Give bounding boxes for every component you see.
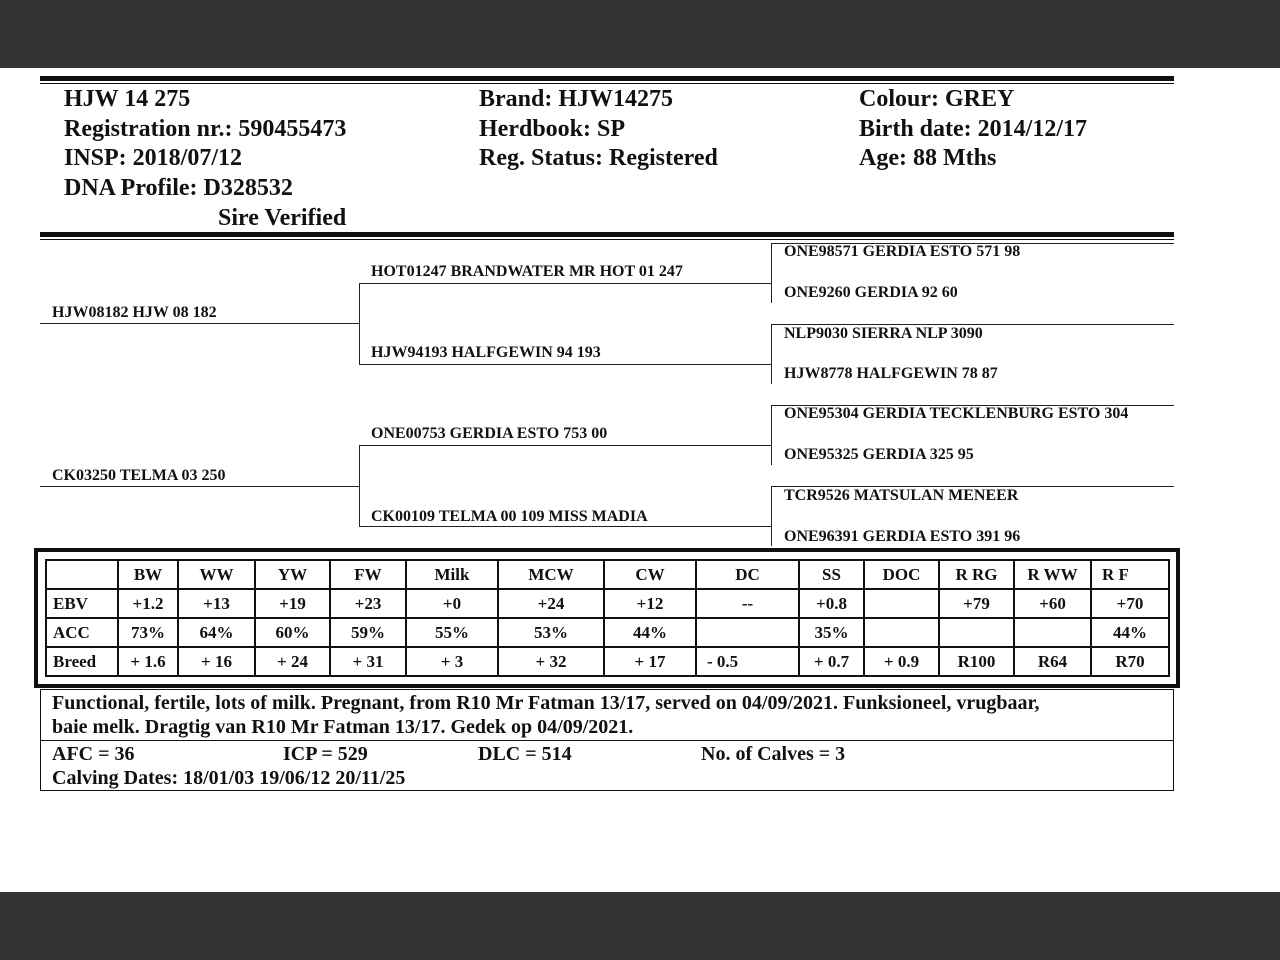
ebv-cell: +13 — [178, 589, 255, 618]
ebv-cell: +23 — [330, 589, 406, 618]
ebv-cell: +70 — [1091, 589, 1169, 618]
pedigree-great-grandparent: NLP9030 SIERRA NLP 3090 — [784, 325, 983, 342]
ebv-cell: + 24 — [255, 647, 330, 676]
pedigree-great-grandparent: TCR9526 MATSULAN MENEER — [784, 487, 1019, 504]
bottom-letterbox-bar — [0, 892, 1280, 960]
ebv-cell: + 16 — [178, 647, 255, 676]
pedigree-connector-1 — [771, 243, 772, 303]
ebv-cell: + 32 — [498, 647, 604, 676]
registration-number: Registration nr.: 590455473 — [64, 116, 347, 142]
pedigree-line-sire — [40, 323, 360, 324]
ebv-cell — [939, 618, 1014, 647]
header-top-rule — [40, 76, 1174, 81]
ebv-header-cell: R F — [1091, 560, 1169, 589]
pedigree-connector-3 — [771, 405, 772, 465]
notes-separator — [40, 740, 1174, 741]
ebv-cell: R64 — [1014, 647, 1091, 676]
ebv-cell: +79 — [939, 589, 1014, 618]
ebv-cell — [864, 589, 939, 618]
ebv-cell: - 0.5 — [696, 647, 799, 676]
registration-status: Reg. Status: Registered — [479, 145, 718, 171]
pedigree-connector-dam — [359, 445, 360, 527]
pedigree-dam-sire: ONE00753 GERDIA ESTO 753 00 — [371, 425, 608, 442]
ebv-cell — [696, 618, 799, 647]
icp-value: ICP = 529 — [283, 743, 368, 765]
ebv-cell — [864, 618, 939, 647]
ebv-cell: + 31 — [330, 647, 406, 676]
pedigree-great-grandparent: ONE9260 GERDIA 92 60 — [784, 284, 958, 301]
ebv-header-cell: Milk — [406, 560, 498, 589]
header-bottom-rule-thin — [40, 239, 1174, 240]
ebv-cell: R70 — [1091, 647, 1169, 676]
header-bottom-rule — [40, 232, 1174, 237]
ebv-cell: +1.2 — [118, 589, 178, 618]
ebv-header-cell: YW — [255, 560, 330, 589]
pedigree-sire-dam: HJW94193 HALFGEWIN 94 193 — [371, 344, 601, 361]
notes-line-2: baie melk. Dragtig van R10 Mr Fatman 13/17. Gedek op 04/09/2021. — [52, 716, 634, 738]
pedigree-line-dam-sire — [359, 445, 772, 446]
ebv-header-cell: BW — [118, 560, 178, 589]
ebv-header-cell: SS — [799, 560, 864, 589]
ebv-row-label: Breed — [46, 647, 118, 676]
ebv-cell: 59% — [330, 618, 406, 647]
ebv-cell: +60 — [1014, 589, 1091, 618]
ebv-cell: 44% — [1091, 618, 1169, 647]
ebv-header-cell: DOC — [864, 560, 939, 589]
age: Age: 88 Mths — [859, 145, 997, 171]
pedigree-great-grandparent: ONE95304 GERDIA TECKLENBURG ESTO 304 — [784, 405, 1129, 422]
pedigree-dam: CK03250 TELMA 03 250 — [52, 467, 226, 484]
breed-row — [46, 647, 1169, 676]
afc-value: AFC = 36 — [52, 743, 135, 765]
top-letterbox-bar — [0, 0, 1280, 68]
herdbook: Herdbook: SP — [479, 116, 626, 142]
ebv-cell: 55% — [406, 618, 498, 647]
ebv-cell: + 0.7 — [799, 647, 864, 676]
pedigree-sire: HJW08182 HJW 08 182 — [52, 304, 217, 321]
pedigree-connector-4 — [771, 486, 772, 546]
ebv-row — [46, 589, 1169, 618]
calving-dates: Calving Dates: 18/01/03 19/06/12 20/11/25 — [52, 767, 406, 789]
ebv-header-cell — [46, 560, 118, 589]
number-of-calves: No. of Calves = 3 — [701, 743, 846, 765]
ebv-cell: +12 — [604, 589, 696, 618]
ebv-cell — [1014, 618, 1091, 647]
ebv-cell: 35% — [799, 618, 864, 647]
ebv-header-cell: WW — [178, 560, 255, 589]
notes-line-1: Functional, fertile, lots of milk. Pregnant, from R10 Mr Fatman 13/17, served on 04/09/2021. Funksioneel, vrugbaar, — [52, 692, 1040, 714]
ebv-cell: 44% — [604, 618, 696, 647]
pedigree-connector-2 — [771, 324, 772, 384]
colour: Colour: GREY — [859, 86, 1015, 112]
ebv-header-cell: FW — [330, 560, 406, 589]
pedigree-great-grandparent: ONE98571 GERDIA ESTO 571 98 — [784, 243, 1021, 260]
pedigree-line-sire-dam — [359, 364, 772, 365]
ebv-header-cell: CW — [604, 560, 696, 589]
birth-date: Birth date: 2014/12/17 — [859, 116, 1087, 142]
ebv-cell: R100 — [939, 647, 1014, 676]
ebv-header-cell: R RG — [939, 560, 1014, 589]
ebv-header-cell: DC — [696, 560, 799, 589]
ebv-cell: +0 — [406, 589, 498, 618]
ebv-cell: + 3 — [406, 647, 498, 676]
ebv-row-label: ACC — [46, 618, 118, 647]
ebv-header-cell: MCW — [498, 560, 604, 589]
ebv-row-label: EBV — [46, 589, 118, 618]
ebv-table — [45, 559, 1170, 677]
ebv-header-row — [46, 560, 1169, 589]
dlc-value: DLC = 514 — [478, 743, 572, 765]
ebv-cell: 73% — [118, 618, 178, 647]
pedigree-line-dam-dam — [359, 526, 772, 527]
pedigree-connector-sire — [359, 283, 360, 365]
ebv-cell: -- — [696, 589, 799, 618]
pedigree-great-grandparent: ONE96391 GERDIA ESTO 391 96 — [784, 528, 1021, 545]
ebv-header-cell: R WW — [1014, 560, 1091, 589]
sire-verified: Sire Verified — [218, 205, 347, 231]
dna-profile: DNA Profile: D328532 — [64, 175, 293, 201]
pedigree-line-sire-sire — [359, 283, 772, 284]
pedigree-great-grandparent: ONE95325 GERDIA 325 95 — [784, 446, 974, 463]
ebv-cell: 53% — [498, 618, 604, 647]
ebv-cell: +19 — [255, 589, 330, 618]
ebv-cell: +0.8 — [799, 589, 864, 618]
pedigree-great-grandparent: HJW8778 HALFGEWIN 78 87 — [784, 365, 998, 382]
ebv-cell: 60% — [255, 618, 330, 647]
acc-row — [46, 618, 1169, 647]
inspection-date: INSP: 2018/07/12 — [64, 145, 243, 171]
brand: Brand: HJW14275 — [479, 86, 674, 112]
pedigree-sire-sire: HOT01247 BRANDWATER MR HOT 01 247 — [371, 263, 683, 280]
pedigree-dam-dam: CK00109 TELMA 00 109 MISS MADIA — [371, 508, 648, 525]
ebv-cell: 64% — [178, 618, 255, 647]
ebv-cell: +24 — [498, 589, 604, 618]
ebv-cell: + 1.6 — [118, 647, 178, 676]
animal-id: HJW 14 275 — [64, 86, 191, 112]
pedigree-line-dam — [40, 486, 360, 487]
ebv-cell: + 17 — [604, 647, 696, 676]
ebv-cell: + 0.9 — [864, 647, 939, 676]
